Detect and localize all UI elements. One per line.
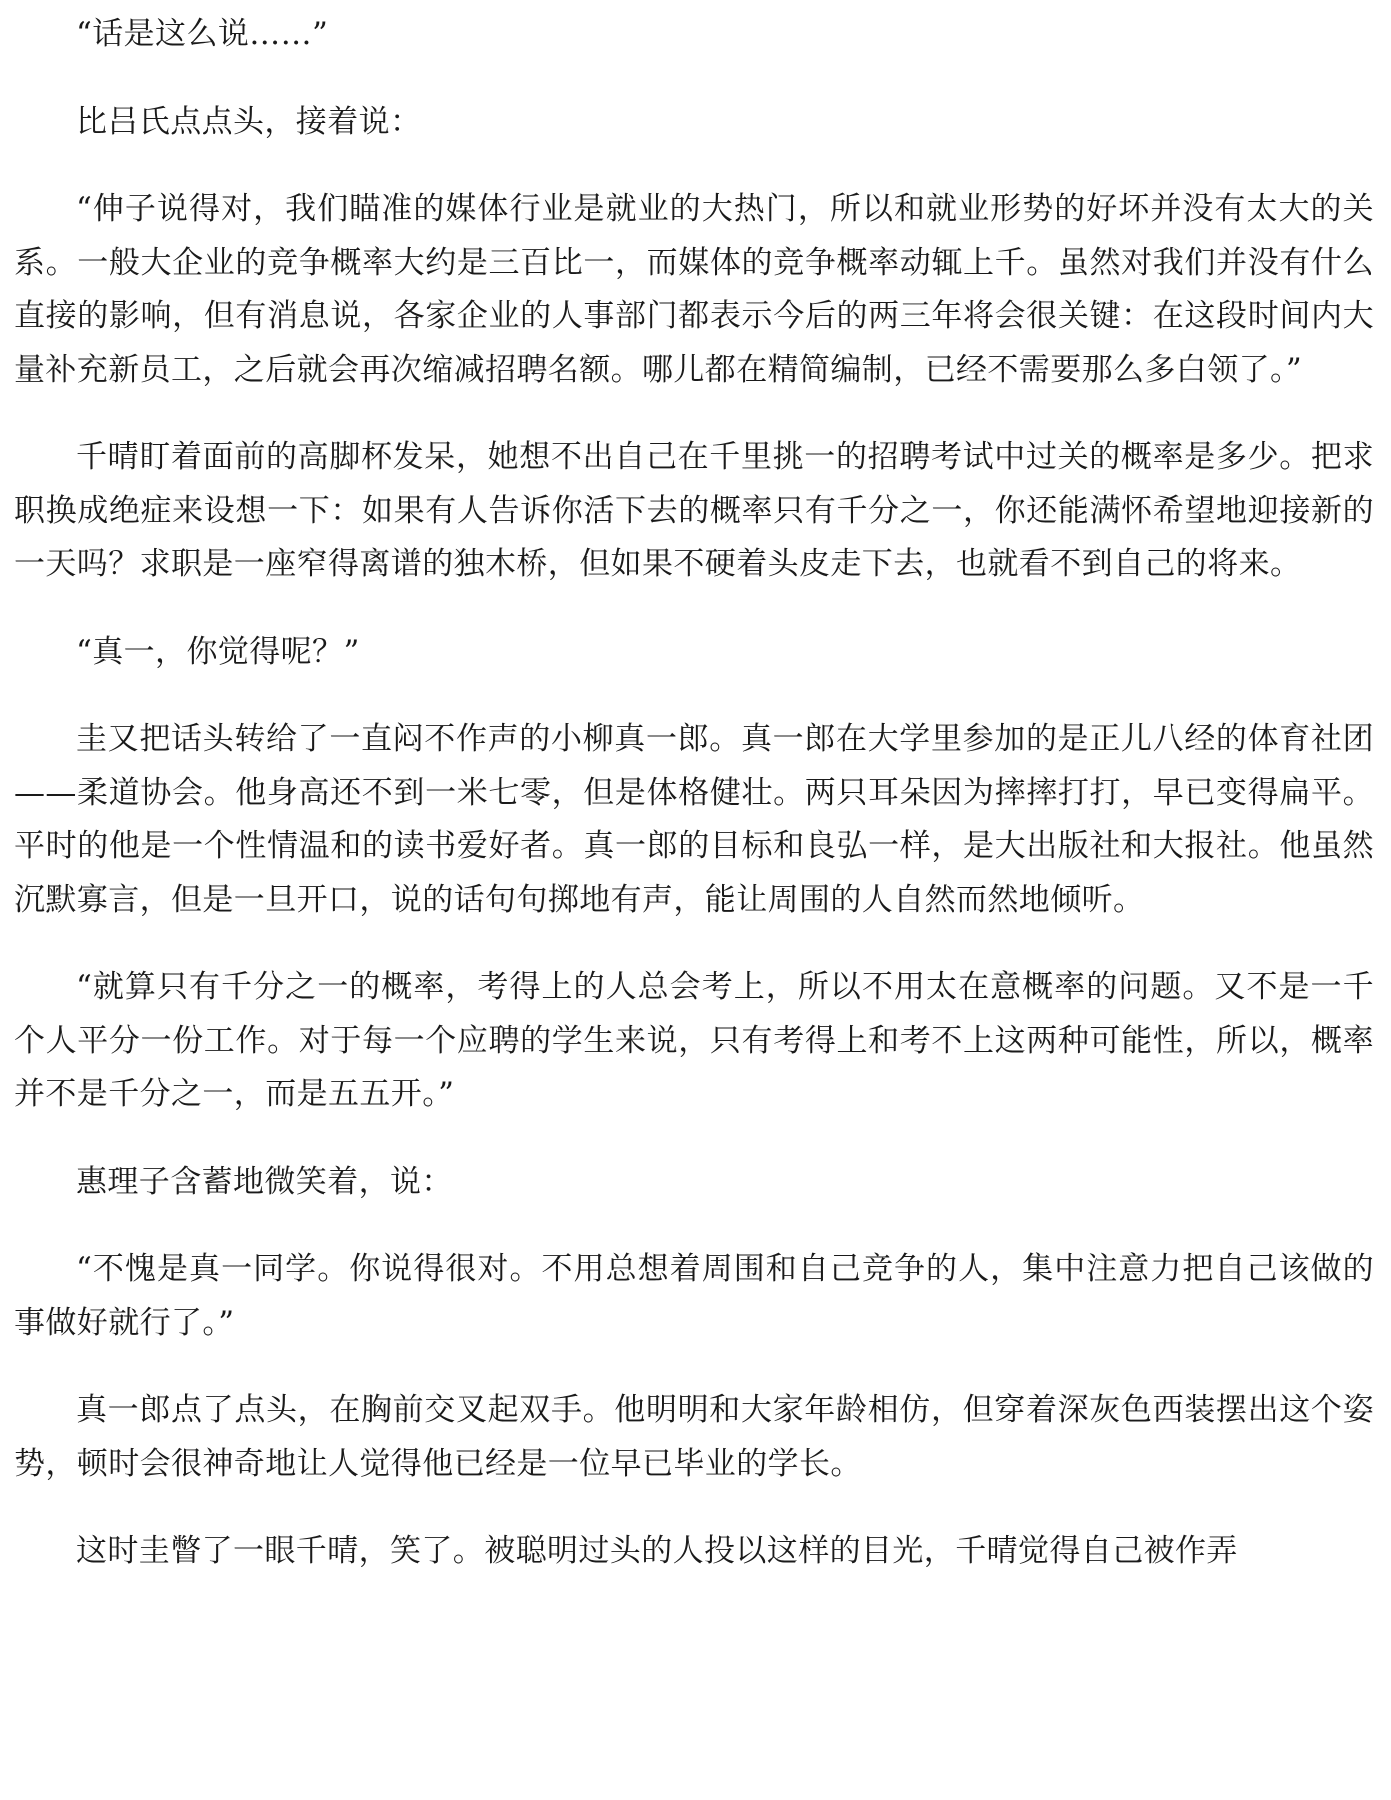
paragraph-6: 圭又把话头转给了一直闷不作声的小柳真一郎。真一郎在大学里参加的是正儿八经的体育社团——柔道协会。他身高还不到一米七零，但是体格健壮。两只耳朵因为摔摔打打，早已变得扁平。平时的他是一个性情温和的读书爱好者。真一郎的目标和良弘一样，是大出版社和大报社。他虽然沉默寡言，但是一旦开口，说的话句句掷地有声，能让周围的人自然而然地倾听。 bbox=[14, 721, 1374, 918]
paragraph-4: 千晴盯着面前的高脚杯发呆，她想不出自己在千里挑一的招聘考试中过关的概率是多少。把求职换成绝症来设想一下：如果有人告诉你活下去的概率只有千分之一，你还能满怀希望地迎接新的一天吗？求职是一座窄得离谱的独木桥，但如果不硬着头皮走下去，也就看不到自己的将来。 bbox=[14, 439, 1374, 582]
document-page bbox=[14, 8, 1374, 1613]
paragraph-8: 惠理子含蓄地微笑着，说： bbox=[76, 1163, 453, 1200]
paragraph-9: “不愧是真一同学。你说得很对。不用总想着周围和自己竞争的人，集中注意力把自己该做的事做好就行了。” bbox=[14, 1251, 1374, 1341]
paragraph-5: “真一，你觉得呢？” bbox=[76, 633, 360, 670]
paragraph-3: “伸子说得对，我们瞄准的媒体行业是就业的大热门，所以和就业形势的好坏并没有太大的关系。一般大企业的竞争概率大约是三百比一，而媒体的竞争概率动辄上千。虽然对我们并没有什么直接的影响，但有消息说，各家企业的人事部门都表示今后的两三年将会很关键：在这段时间内大量补充新员工，之后就会再次缩减招聘名额。哪儿都在精简编制，已经不需要那么多白领了。” bbox=[14, 191, 1374, 388]
paragraph-10: 真一郎点了点头，在胸前交叉起双手。他明明和大家年龄相仿，但穿着深灰色西装摆出这个姿势，顿时会很神奇地让人觉得他已经是一位早已毕业的学长。 bbox=[14, 1392, 1374, 1482]
paragraph-1: “话是这么说……” bbox=[76, 16, 329, 52]
paragraph-7: “就算只有千分之一的概率，考得上的人总会考上，所以不用太在意概率的问题。又不是一千个人平分一份工作。对于每一个应聘的学生来说，只有考得上和考不上这两种可能性，所以，概率并不是千分之一，而是五五开。” bbox=[14, 969, 1374, 1112]
paragraph-11: 这时圭瞥了一眼千晴，笑了。被聪明过头的人投以这样的目光，千晴觉得自己被作弄 bbox=[76, 1533, 1238, 1569]
paragraph-2: 比吕氏点点头，接着说： bbox=[76, 103, 422, 140]
